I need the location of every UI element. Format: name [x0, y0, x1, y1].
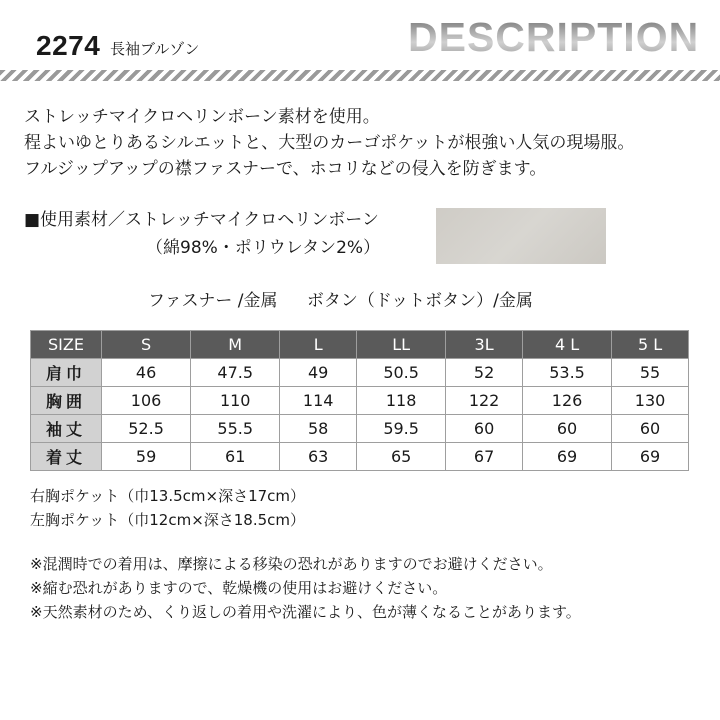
note-line: ※縮む恐れがありますので、乾燥機の使用はお避けください。 [30, 579, 448, 597]
diagonal-stripe-divider [0, 70, 720, 81]
row-label: 胸囲 [31, 387, 102, 415]
pocket-line: 左胸ポケット（巾12cm×深さ18.5cm） [30, 511, 306, 529]
fabric-swatch [436, 208, 606, 264]
size-header-row [31, 331, 689, 359]
table-cell: 106 [102, 387, 191, 415]
table-cell: 114 [280, 387, 357, 415]
table-cell: 60 [522, 415, 611, 443]
table-row [31, 415, 689, 443]
material-composition: （綿98%・ポリウレタン2%） [146, 238, 381, 258]
table-cell: 60 [612, 415, 689, 443]
model-name: 長袖ブルゾン [110, 40, 200, 58]
table-cell: 122 [446, 387, 523, 415]
header [0, 0, 720, 90]
pocket-line: 右胸ポケット（巾13.5cm×深さ17cm） [30, 487, 306, 505]
table-cell: 58 [280, 415, 357, 443]
table-row [31, 443, 689, 471]
intro-line: 程よいゆとりあるシルエットと、大型のカーゴポケットが根強い人気の現場服。 [24, 133, 635, 153]
note-line: ※天然素材のため、くり返しの着用や洗濯により、色が薄くなることがあります。 [30, 603, 581, 621]
table-cell: 110 [191, 387, 280, 415]
table-cell: 50.5 [357, 359, 446, 387]
table-cell: 52.5 [102, 415, 191, 443]
row-label: 袖丈 [31, 415, 102, 443]
table-row [31, 359, 689, 387]
fastener-info [148, 286, 533, 311]
row-label: 着丈 [31, 443, 102, 471]
table-cell: 65 [357, 443, 446, 471]
size-col-header: 5 L [612, 331, 689, 359]
material-info [24, 206, 380, 262]
table-cell: 118 [357, 387, 446, 415]
table-cell: 59.5 [357, 415, 446, 443]
size-col-header: 3L [446, 331, 523, 359]
intro-text [24, 104, 634, 182]
note-line: ※混潤時での着用は、摩擦による移染の恐れがありますのでお避けください。 [30, 555, 553, 573]
material-line: ■使用素材／ストレッチマイクロヘリンボーン [24, 210, 379, 230]
table-cell: 53.5 [522, 359, 611, 387]
size-col-header: L [280, 331, 357, 359]
size-col-header: M [191, 331, 280, 359]
table-cell: 67 [446, 443, 523, 471]
intro-line: フルジップアップの襟ファスナーで、ホコリなどの侵入を防ぎます。 [24, 159, 547, 179]
table-cell: 55.5 [191, 415, 280, 443]
table-cell: 69 [612, 443, 689, 471]
intro-line: ストレッチマイクロヘリンボーン素材を使用。 [24, 107, 380, 127]
table-cell: 46 [102, 359, 191, 387]
size-header-label: SIZE [31, 331, 102, 359]
description-title: DESCRIPTION [408, 14, 700, 60]
table-cell: 60 [446, 415, 523, 443]
table-cell: 69 [522, 443, 611, 471]
button-spec: ボタン（ドットボタン）/金属 [306, 291, 533, 311]
table-cell: 61 [191, 443, 280, 471]
pocket-info [30, 484, 305, 532]
row-label: 肩巾 [31, 359, 102, 387]
table-cell: 49 [280, 359, 357, 387]
table-cell: 130 [612, 387, 689, 415]
table-cell: 55 [612, 359, 689, 387]
model-number: 2274 [36, 30, 101, 61]
care-notes [30, 552, 581, 624]
table-cell: 52 [446, 359, 523, 387]
size-col-header: 4 L [522, 331, 611, 359]
table-cell: 63 [280, 443, 357, 471]
table-cell: 47.5 [191, 359, 280, 387]
table-row [31, 387, 689, 415]
table-cell: 126 [522, 387, 611, 415]
fastener-spec: ファスナー /金属 [148, 291, 278, 311]
size-col-header: LL [357, 331, 446, 359]
table-cell: 59 [102, 443, 191, 471]
size-table [30, 330, 689, 471]
size-col-header: S [102, 331, 191, 359]
